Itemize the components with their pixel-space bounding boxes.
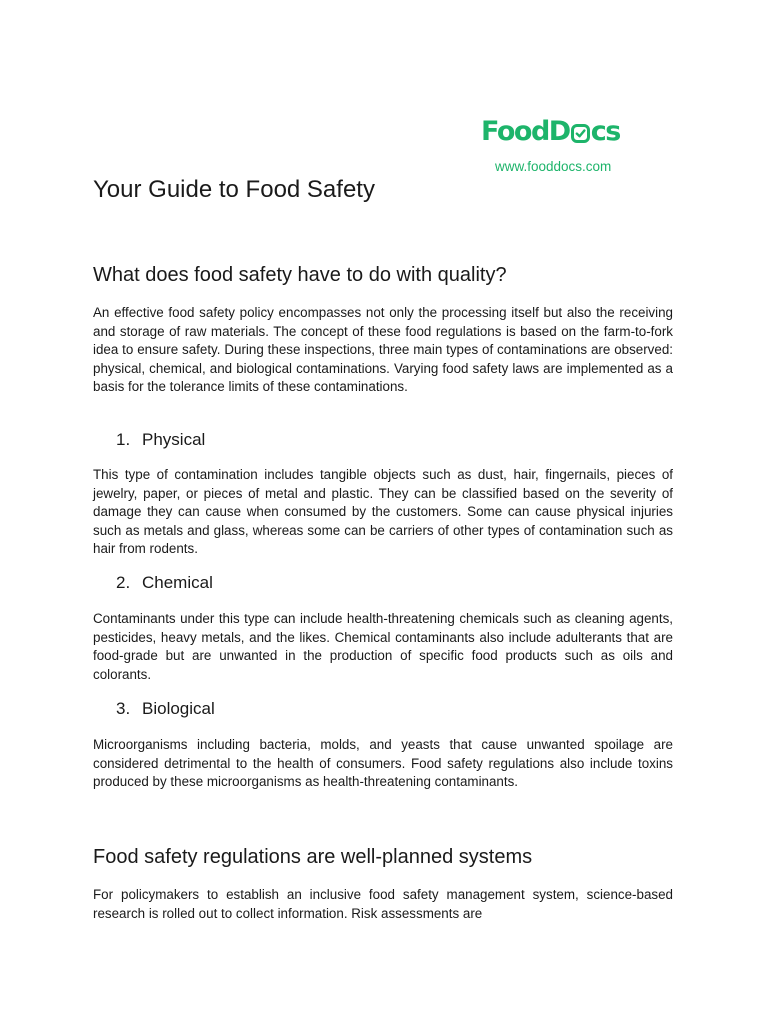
website-link[interactable]: www.fooddocs.com (495, 159, 612, 174)
fooddocs-logo (481, 118, 620, 145)
subheading-physical (116, 430, 205, 450)
subheading-chemical (116, 573, 213, 593)
section-heading-regulations: Food safety regulations are well-planned systems (93, 846, 533, 868)
list-number: 1. (116, 430, 131, 449)
page-title: Your Guide to Food Safety (93, 176, 375, 203)
subheading-label: Biological (142, 699, 215, 718)
logo-text-prefix: FoodD (481, 116, 570, 147)
subheading-label: Physical (142, 430, 206, 449)
biological-paragraph: Microorganisms including bacteria, molds, and yeasts that cause unwanted spoilage are considered detrimental to the health of consumers. Food safety regulations also include toxins produced by these microorganisms as health-threatening contaminants. (93, 737, 673, 790)
logo-text-suffix: cs (590, 116, 620, 147)
physical-paragraph: This type of contamination includes tangible objects such as dust, hair, fingernails, pieces of jewelry, paper, or pieces of metal and plastic. They can be classified based on the severity of damage they can cause when consumed by the customers. Some can cause physical injuries such as metals and glass, whereas some can be carriers of other types of contamination such as hair from rodents. (93, 467, 673, 557)
subheading-label: Chemical (142, 573, 213, 592)
list-number: 2. (116, 573, 131, 592)
checkmark-icon (571, 124, 590, 143)
subheading-biological (116, 699, 215, 719)
chemical-paragraph: Contaminants under this type can include health-threatening chemicals such as cleaning agents, pesticides, heavy metals, and the likes. Chemical contaminants also include adulterants that are food-grade but are unwanted in the production of specific food products such as oils and colorants. (93, 611, 673, 682)
regulations-paragraph: For policymakers to establish an inclusive food safety management system, science-based research is rolled out to collect information. Risk assessments are (93, 887, 673, 921)
section-heading-quality: What does food safety have to do with quality? (93, 264, 507, 286)
list-number: 3. (116, 699, 131, 718)
intro-paragraph: An effective food safety policy encompasses not only the processing itself but also the receiving and storage of raw materials. The concept of these food regulations is based on the farm-to-fork idea to ensure safety. During these inspections, three main types of contaminations are observed: physical, chemical, and biological contaminations. Varying food safety laws are implemented as a basis for the tolerance limits of these contaminations. (93, 305, 673, 395)
